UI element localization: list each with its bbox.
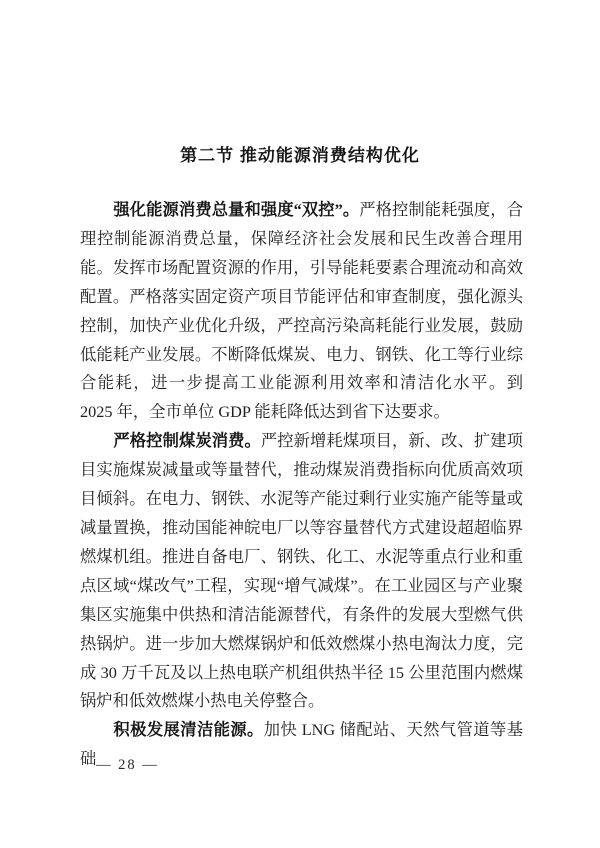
paragraph-text: 严格控制能耗强度，合理控制能源消费总量，保障经济社会发展和民生改善合理用能。发挥市场配置资源的作用，引导能耗要素合理流动和高效配置。严格落实固定资产项目节能评估和审查制度，强化源头控制，加快产业优化升级，严控高污染高耗能行业发展，鼓励低能耗产业发展。不断降低煤炭、电力、钢铁、化工等行业综合能耗，进一步提高工业能源利用效率和清洁化水平。到 2025 年，全市单位 GDP 能耗降低达到省下达要求。 [80, 200, 523, 422]
paragraph-lead: 积极发展清洁能源。 [113, 720, 264, 740]
paragraph-coal-consumption-control [80, 427, 523, 716]
paragraph-lead: 严格控制煤炭消费。 [113, 431, 261, 451]
paragraph-text: 严控新增耗煤项目，新、改、扩建项目实施煤炭减量或等量替代，推动煤炭消费指标向优质高效项目倾斜。在电力、钢铁、水泥等产能过剩行业实施产能等量或减量置换，推动国能神皖电厂以等容量替代方式建设超超临界燃煤机组。推进自备电厂、钢铁、化工、水泥等重点行业和重点区域“煤改气”工程，实现“增气减煤”。在工业园区与产业聚集区实施集中供热和清洁能源替代，有条件的发展大型燃气供热锅炉。进一步加大燃煤锅炉和低效燃煤小热电淘汰力度，完成 30 万千瓦及以上热电联产机组供热半径 15 公里范围内燃煤锅炉和低效燃煤小热电关停整合。 [80, 431, 523, 711]
document-body [80, 196, 523, 774]
section-title: 第二节 推动能源消费结构优化 [180, 146, 420, 165]
page-number: — 28 — [96, 757, 159, 773]
paragraph-text: 加快 LNG 储配站、天然气管道等基础 [80, 720, 523, 769]
paragraph-lead: 强化能源消费总量和强度“双控”。 [113, 200, 360, 219]
paragraph-energy-dual-control [80, 196, 523, 427]
